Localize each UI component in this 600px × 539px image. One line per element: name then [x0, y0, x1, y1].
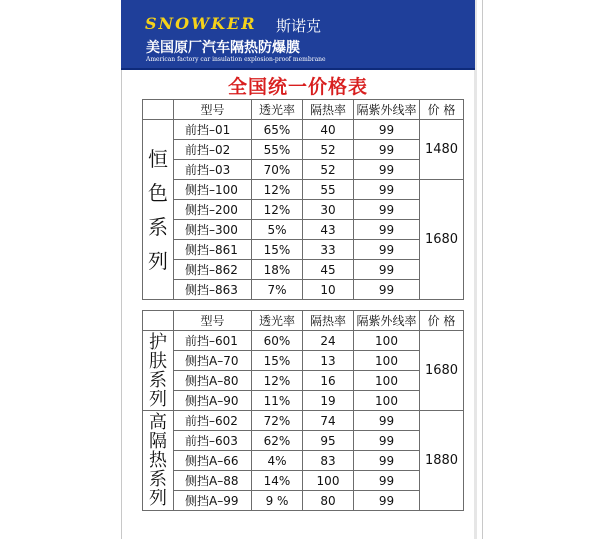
header-transmittance: 透光率 — [252, 311, 303, 331]
table-row — [143, 371, 464, 391]
transmittance-cell: 15% — [252, 351, 303, 371]
transmittance-cell: 62% — [252, 431, 303, 451]
heat-cell: 100 — [303, 471, 354, 491]
model-cell: 侧挡A–70 — [174, 351, 252, 371]
transmittance-cell: 9 % — [252, 491, 303, 511]
model-cell: 侧挡A–88 — [174, 471, 252, 491]
uv-cell: 99 — [354, 260, 420, 280]
header-blank — [143, 311, 174, 331]
model-cell: 侧挡–862 — [174, 260, 252, 280]
price-cell: 1480 — [420, 120, 464, 180]
heat-cell: 43 — [303, 220, 354, 240]
table-header-row — [143, 100, 464, 120]
series-label: 高隔热系列 — [143, 411, 174, 511]
price-table-skin-care-high-heat — [142, 310, 464, 511]
model-cell: 前挡–602 — [174, 411, 252, 431]
table-row — [143, 180, 464, 200]
transmittance-cell: 70% — [252, 160, 303, 180]
model-cell: 侧挡A–90 — [174, 391, 252, 411]
uv-cell: 99 — [354, 411, 420, 431]
header-heat-rejection: 隔热率 — [303, 311, 354, 331]
heat-cell: 13 — [303, 351, 354, 371]
heat-cell: 83 — [303, 451, 354, 471]
uv-cell: 99 — [354, 471, 420, 491]
header-model: 型号 — [174, 100, 252, 120]
table-row — [143, 471, 464, 491]
series-label: 恒色系列 — [143, 120, 174, 300]
heat-cell: 45 — [303, 260, 354, 280]
model-cell: 侧挡–863 — [174, 280, 252, 300]
table-row — [143, 331, 464, 351]
uv-cell: 100 — [354, 371, 420, 391]
heat-cell: 80 — [303, 491, 354, 511]
table-row — [143, 280, 464, 300]
heat-cell: 52 — [303, 140, 354, 160]
transmittance-cell: 12% — [252, 371, 303, 391]
heat-cell: 33 — [303, 240, 354, 260]
header-uv-rejection: 隔紫外线率 — [354, 311, 420, 331]
table-row — [143, 240, 464, 260]
transmittance-cell: 60% — [252, 331, 303, 351]
transmittance-cell: 72% — [252, 411, 303, 431]
heat-cell: 10 — [303, 280, 354, 300]
series-label: 护肤系列 — [143, 331, 174, 411]
model-cell: 侧挡–861 — [174, 240, 252, 260]
uv-cell: 100 — [354, 351, 420, 371]
model-cell: 侧挡A–99 — [174, 491, 252, 511]
table-row — [143, 220, 464, 240]
header-price: 价 格 — [420, 311, 464, 331]
uv-cell: 99 — [354, 180, 420, 200]
price-table-constant-color — [142, 99, 464, 300]
banner-subtitle-cn: 美国原厂汽车隔热防爆膜 — [146, 40, 300, 56]
model-cell: 前挡–03 — [174, 160, 252, 180]
transmittance-cell: 65% — [252, 120, 303, 140]
brand-chinese-name: 斯诺克 — [276, 17, 322, 35]
model-cell: 前挡–02 — [174, 140, 252, 160]
transmittance-cell: 15% — [252, 240, 303, 260]
banner-subtitle-en: American factory car insulation explosion-proof membrane — [146, 56, 326, 63]
table-row — [143, 391, 464, 411]
price-cell: 1680 — [420, 180, 464, 300]
transmittance-cell: 11% — [252, 391, 303, 411]
uv-cell: 99 — [354, 491, 420, 511]
uv-cell: 99 — [354, 120, 420, 140]
uv-cell: 99 — [354, 451, 420, 471]
table-row — [143, 451, 464, 471]
transmittance-cell: 5% — [252, 220, 303, 240]
heat-cell: 30 — [303, 200, 354, 220]
price-cell: 1880 — [420, 411, 464, 511]
table-row — [143, 491, 464, 511]
price-cell: 1680 — [420, 331, 464, 411]
uv-cell: 99 — [354, 200, 420, 220]
table-row — [143, 260, 464, 280]
table-row — [143, 120, 464, 140]
uv-cell: 100 — [354, 331, 420, 351]
heat-cell: 52 — [303, 160, 354, 180]
model-cell: 侧挡–100 — [174, 180, 252, 200]
model-cell: 侧挡A–66 — [174, 451, 252, 471]
model-cell: 侧挡–300 — [174, 220, 252, 240]
uv-cell: 100 — [354, 391, 420, 411]
table-row — [143, 200, 464, 220]
page-title: 全国统一价格表 — [227, 76, 368, 98]
header-price: 价 格 — [420, 100, 464, 120]
model-cell: 侧挡–200 — [174, 200, 252, 220]
heat-cell: 19 — [303, 391, 354, 411]
model-cell: 侧挡A–80 — [174, 371, 252, 391]
heat-cell: 24 — [303, 331, 354, 351]
header-heat-rejection: 隔热率 — [303, 100, 354, 120]
model-cell: 前挡–601 — [174, 331, 252, 351]
uv-cell: 99 — [354, 160, 420, 180]
header-uv-rejection: 隔紫外线率 — [354, 100, 420, 120]
table-row — [143, 140, 464, 160]
heat-cell: 40 — [303, 120, 354, 140]
transmittance-cell: 55% — [252, 140, 303, 160]
transmittance-cell: 14% — [252, 471, 303, 491]
transmittance-cell: 7% — [252, 280, 303, 300]
transmittance-cell: 12% — [252, 200, 303, 220]
table-header-row — [143, 311, 464, 331]
brand-logo-text: SNOWKER — [145, 14, 257, 33]
header-blank — [143, 100, 174, 120]
heat-cell: 55 — [303, 180, 354, 200]
transmittance-cell: 12% — [252, 180, 303, 200]
uv-cell: 99 — [354, 280, 420, 300]
header-transmittance: 透光率 — [252, 100, 303, 120]
table-row — [143, 411, 464, 431]
uv-cell: 99 — [354, 431, 420, 451]
table-row — [143, 431, 464, 451]
heat-cell: 95 — [303, 431, 354, 451]
model-cell: 前挡–01 — [174, 120, 252, 140]
brand-banner — [121, 0, 475, 70]
heat-cell: 74 — [303, 411, 354, 431]
header-model: 型号 — [174, 311, 252, 331]
uv-cell: 99 — [354, 220, 420, 240]
table-row — [143, 351, 464, 371]
model-cell: 前挡–603 — [174, 431, 252, 451]
uv-cell: 99 — [354, 240, 420, 260]
table-row — [143, 160, 464, 180]
uv-cell: 99 — [354, 140, 420, 160]
heat-cell: 16 — [303, 371, 354, 391]
transmittance-cell: 18% — [252, 260, 303, 280]
transmittance-cell: 4% — [252, 451, 303, 471]
